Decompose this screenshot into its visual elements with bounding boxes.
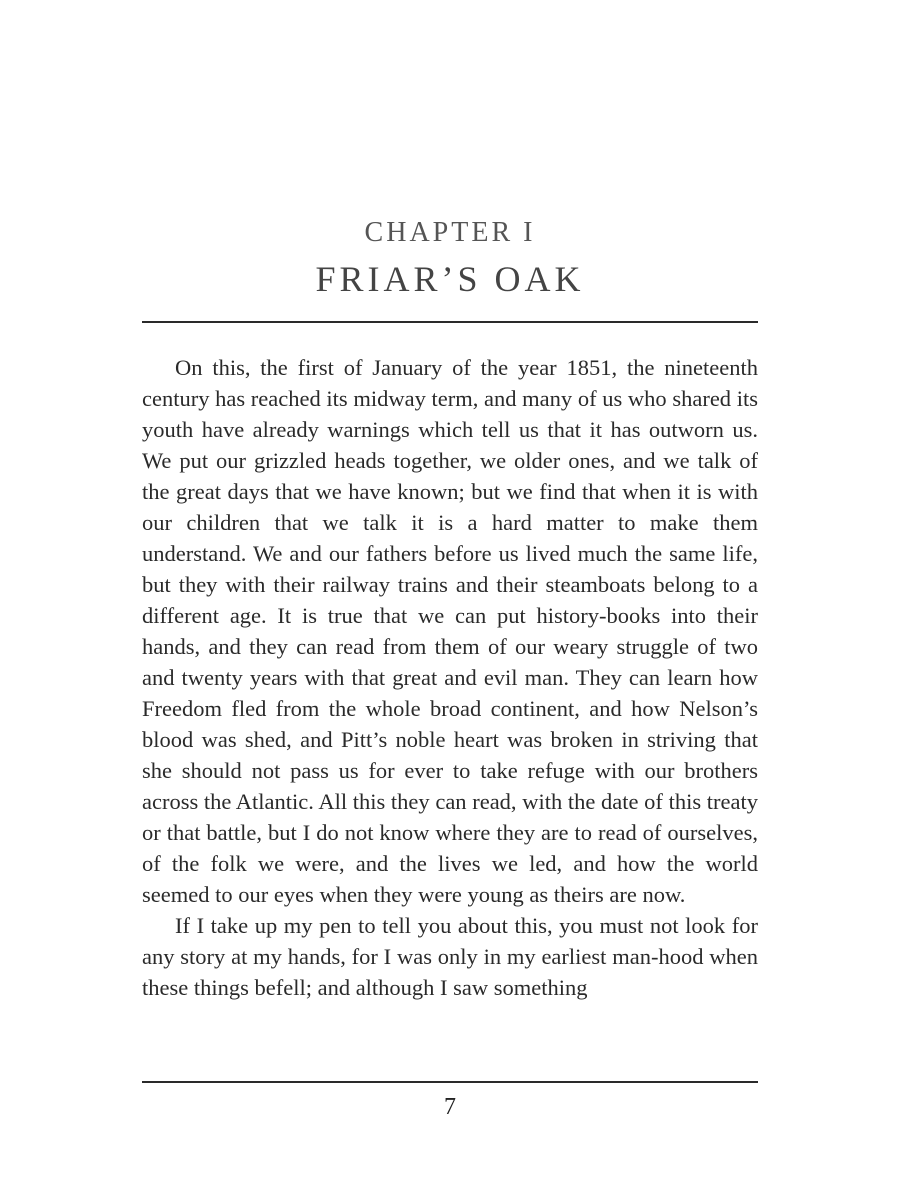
page-number: 7 (444, 1094, 456, 1120)
paragraph: On this, the first of January of the year 1851, the nineteenth century has reached its midway term, and many of us who shared its youth have already warnings which tell us that it has outworn us. We put our grizzled heads together, we older ones, and we talk of the great days that we have known; but we find that when it is with our children that we talk it is a hard matter to make them understand. We and our fathers before us lived much the same life, but they with their railway trains and their steamboats belong to a different age. It is true that we can put history-books into their hands, and they can read from them of our weary struggle of two and twenty years with that great and evil man. They can learn how Freedom fled from the whole broad continent, and how Nelson’s blood was shed, and Pitt’s noble heart was broken in striving that she should not pass us for ever to take refuge with our brothers across the Atlantic. All this they can read, with the date of this treaty or that battle, but I do not know where they are to read of ourselves, of the folk we were, and the lives we led, and how the world seemed to our eyes when they were young as theirs are now. (142, 355, 758, 907)
chapter-label: CHAPTER I (364, 217, 536, 248)
chapter-title: FRIAR’S OAK (315, 259, 585, 299)
top-rule (142, 321, 758, 323)
paragraph: If I take up my pen to tell you about this, you must not look for any story at my hands, for I was only in my earliest man-hood when these things befell; and although I saw something (142, 913, 758, 1000)
body-text (142, 352, 758, 1003)
bottom-rule (142, 1081, 758, 1083)
